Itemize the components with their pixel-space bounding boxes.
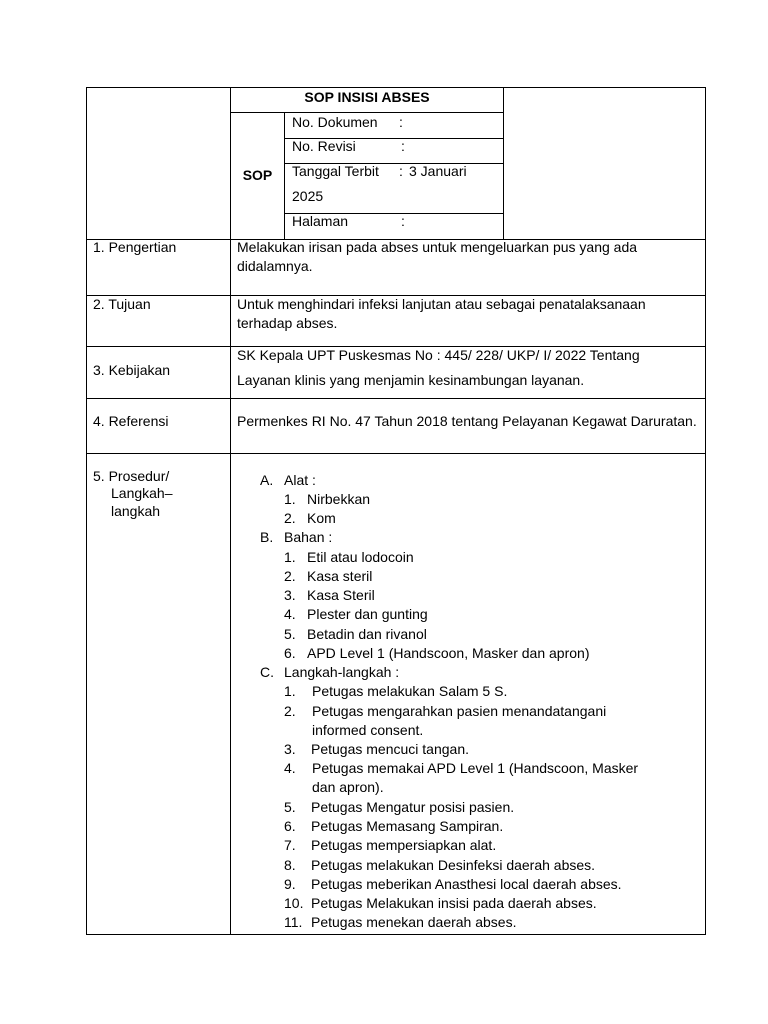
list-item-langkah: Petugas mempersiapkan alat.	[311, 837, 497, 853]
list-item-bahan: Etil atau lodocoin	[307, 549, 414, 565]
list-item-bahan: Kasa Steril	[307, 587, 375, 603]
list-item-langkah: Petugas melakukan Desinfeksi daerah abses.	[311, 857, 596, 873]
section-text-kebijakan-line1: SK Kepala UPT Puskesmas No : 445/ 228/ UKP/ I/ 2022 Tentang	[237, 347, 640, 363]
field-label-no-dokumen: No. Dokumen	[292, 114, 378, 130]
section-text-kebijakan-line2: Layanan klinis yang menjamin kesinambungan layanan.	[237, 372, 585, 388]
section-text-tujuan: Untuk menghindari infeksi lanjutan atau sebagai penatalaksanaan terhadap abses.	[237, 296, 646, 331]
list-number: 5.	[284, 626, 296, 642]
list-number: 6.	[284, 818, 296, 834]
list-marker-bahan: B.	[260, 529, 274, 545]
list-number: 4.	[284, 606, 296, 622]
list-heading-bahan: Bahan :	[284, 529, 333, 545]
list-item-alat: Nirbekkan	[307, 491, 371, 507]
list-number: 11.	[284, 914, 303, 930]
document-title: SOP INSISI ABSES	[304, 89, 430, 105]
list-number: 3.	[284, 741, 296, 757]
list-item-langkah: Petugas melakukan Salam 5 S.	[312, 683, 508, 699]
list-number: 1.	[284, 549, 296, 565]
list-item-bahan: Plester dan gunting	[307, 606, 428, 622]
list-heading-langkah: Langkah-langkah :	[284, 664, 400, 680]
field-sep-tanggal-terbit: :	[399, 163, 403, 179]
list-item-langkah-cont: dan apron).	[312, 779, 384, 795]
list-number: 10.	[284, 895, 304, 911]
field-label-no-revisi: No. Revisi	[292, 138, 356, 154]
list-item-langkah: Petugas mencuci tangan.	[311, 741, 469, 757]
list-number: 2.	[284, 510, 296, 526]
field-sep-no-dokumen: :	[399, 114, 403, 130]
list-item-bahan: Kasa steril	[307, 568, 373, 584]
list-item-bahan: Betadin dan rivanol	[307, 626, 427, 642]
list-item-langkah: Petugas Memasang Sampiran.	[311, 818, 504, 834]
list-item-langkah: Petugas menekan daerah abses.	[311, 914, 517, 930]
list-item-langkah: Petugas memakai APD Level 1 (Handscoon, Masker	[312, 760, 639, 776]
list-item-bahan: APD Level 1 (Handscoon, Masker dan apron)	[307, 645, 590, 661]
list-marker-alat: A.	[260, 472, 274, 488]
field-label-tanggal-terbit: Tanggal Terbit	[292, 163, 379, 179]
list-item-langkah: Petugas mengarahkan pasien menandatangani	[312, 703, 607, 719]
list-number: 9.	[284, 876, 296, 892]
list-number: 6.	[284, 645, 296, 661]
section-label-prosedur-line1: 5. Prosedur/	[93, 468, 170, 484]
section-label-referensi: 4. Referensi	[93, 413, 169, 429]
list-heading-alat: Alat :	[284, 472, 316, 488]
field-value-tanggal-terbit: 3 Januari	[409, 163, 467, 179]
list-number: 4.	[284, 760, 296, 776]
list-number: 2.	[284, 568, 296, 584]
list-item-alat: Kom	[307, 510, 336, 526]
list-item-langkah-cont: informed consent.	[312, 722, 424, 738]
sop-label: SOP	[242, 167, 273, 183]
field-sep-halaman: :	[401, 213, 405, 229]
field-value-tanggal-terbit-cont: 2025	[292, 188, 324, 204]
list-number: 8.	[284, 857, 296, 873]
section-label-prosedur-line2: Langkah–	[111, 485, 173, 501]
field-label-halaman: Halaman	[292, 213, 349, 229]
list-number: 2.	[284, 703, 296, 719]
list-number: 3.	[284, 587, 296, 603]
section-label-kebijakan: 3. Kebijakan	[93, 362, 171, 378]
list-item-langkah: Petugas Mengatur posisi pasien.	[311, 799, 515, 815]
list-marker-langkah: C.	[260, 664, 274, 680]
field-sep-no-revisi: :	[401, 138, 405, 154]
section-text-referensi: Permenkes RI No. 47 Tahun 2018 tentang Pelayanan Kegawat Daruratan.	[237, 413, 697, 429]
list-number: 1.	[284, 491, 296, 507]
list-item-langkah: Petugas meberikan Anasthesi local daerah abses.	[311, 876, 622, 892]
list-item-langkah: Petugas Melakukan insisi pada daerah abses.	[311, 895, 597, 911]
list-number: 7.	[284, 837, 296, 853]
section-label-tujuan: 2. Tujuan	[93, 296, 151, 312]
section-text-pengertian: Melakukan irisan pada abses untuk mengeluarkan pus yang ada didalamnya.	[237, 239, 638, 274]
list-number: 1.	[284, 683, 296, 699]
section-label-pengertian: 1. Pengertian	[93, 239, 177, 255]
list-number: 5.	[284, 799, 296, 815]
section-label-prosedur-line3: langkah	[111, 503, 161, 519]
